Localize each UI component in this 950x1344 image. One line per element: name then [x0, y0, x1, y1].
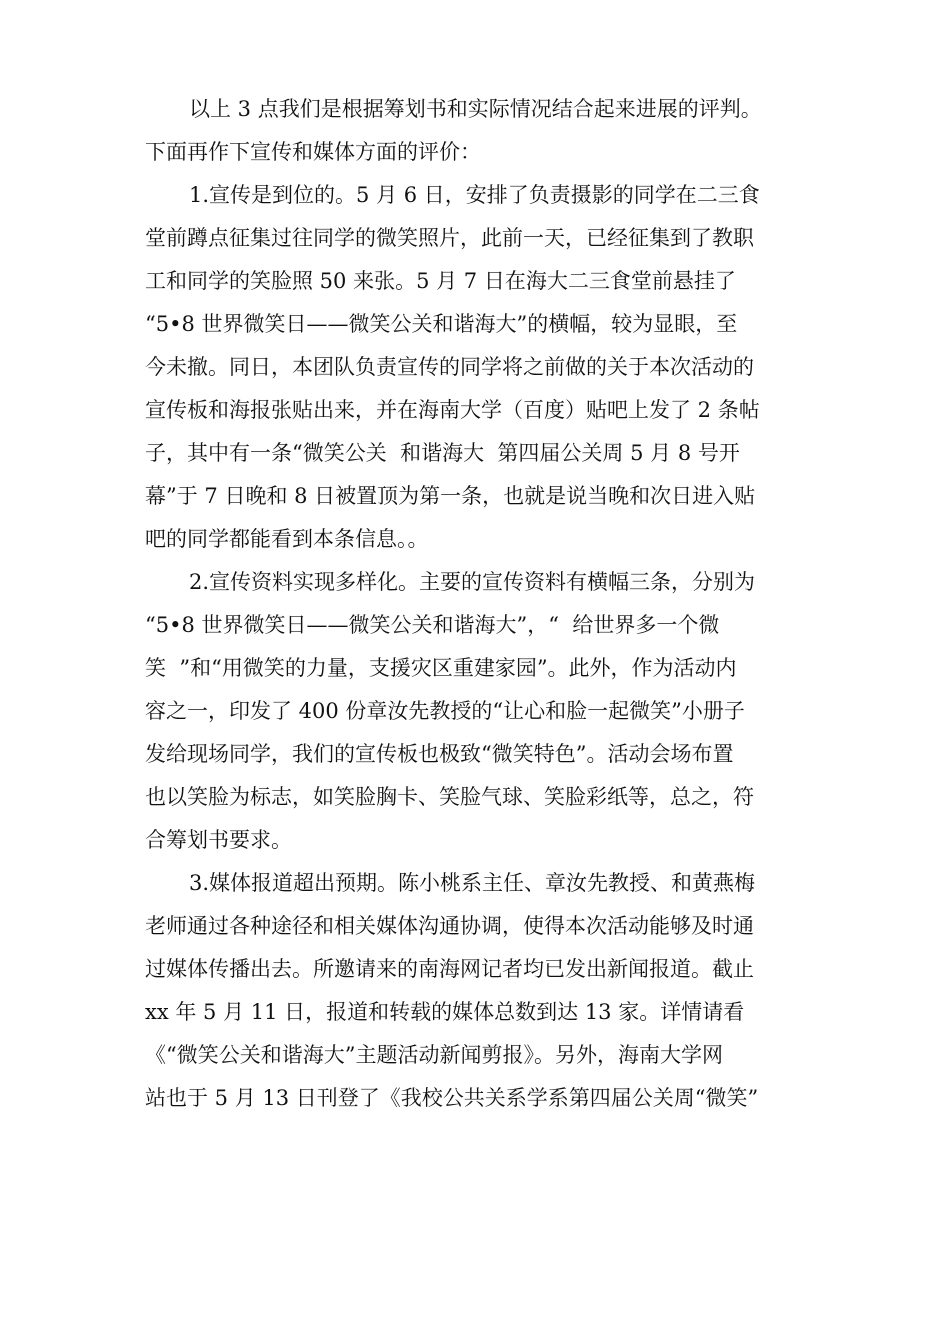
text-line: 老师通过各种途径和相关媒体沟通协调，使得本次活动能够及时通	[145, 914, 754, 938]
body-text	[145, 88, 815, 1120]
text-line: 2.宣传资料实现多样化。主要的宣传资料有横幅三条，分别为	[189, 570, 756, 594]
text-line: 发给现场同学，我们的宣传板也极致“微笑特色”。活动会场布置	[145, 742, 734, 766]
text-line: 堂前蹲点征集过往同学的微笑照片，此前一天，已经征集到了教职	[145, 226, 754, 250]
text-line: 宣传板和海报张贴出来，并在海南大学（百度）贴吧上发了 2 条帖	[145, 398, 760, 422]
text-line: 工和同学的笑脸照 50 来张。5 月 7 日在海大二三食堂前悬挂了	[145, 269, 736, 293]
text-line: 过媒体传播出去。所邀请来的南海网记者均已发出新闻报道。截止	[145, 957, 754, 981]
text-line: 子，其中有一条“微笑公关 和谐海大 第四届公关周 5 月 8 号开	[145, 441, 740, 465]
text-line: “5•8 世界微笑日——微笑公关和谐海大”，“ 给世界多一个微	[145, 613, 720, 637]
text-line: 以上 3 点我们是根据筹划书和实际情况结合起来进展的评判。	[189, 97, 762, 121]
text-line: 《“微笑公关和谐海大”主题活动新闻剪报》。另外，海南大学网	[145, 1043, 723, 1067]
text-line: 也以笑脸为标志，如笑脸胸卡、笑脸气球、笑脸彩纸等，总之，符	[145, 785, 754, 809]
text-line: 幕”于 7 日晚和 8 日被置顶为第一条，也就是说当晚和次日进入贴	[145, 484, 756, 508]
text-line: 合筹划书要求。	[145, 828, 292, 852]
text-line: 笑 ”和“用微笑的力量，支援灾区重建家园”。此外，作为活动内	[145, 656, 737, 680]
text-line: xx 年 5 月 11 日，报道和转载的媒体总数到达 13 家。详情请看	[145, 1000, 745, 1024]
text-line: 吧的同学都能看到本条信息。。	[145, 527, 429, 551]
text-line: 今未撤。同日，本团队负责宣传的同学将之前做的关于本次活动的	[145, 355, 754, 379]
text-line: 容之一，印发了 400 份章汝先教授的“让心和脸一起微笑”小册子	[145, 699, 745, 723]
text-line: “5•8 世界微笑日——微笑公关和谐海大”的横幅，较为显眼，至	[145, 312, 738, 336]
text-line: 站也于 5 月 13 日刊登了《我校公共关系学系第四届公关周“微笑”	[145, 1086, 759, 1110]
text-line: 3.媒体报道超出预期。陈小桃系主任、章汝先教授、和黄燕梅	[189, 871, 756, 895]
text-line: 下面再作下宣传和媒体方面的评价：	[145, 140, 481, 164]
text-line: 1.宣传是到位的。5 月 6 日，安排了负责摄影的同学在二三食	[189, 183, 760, 207]
